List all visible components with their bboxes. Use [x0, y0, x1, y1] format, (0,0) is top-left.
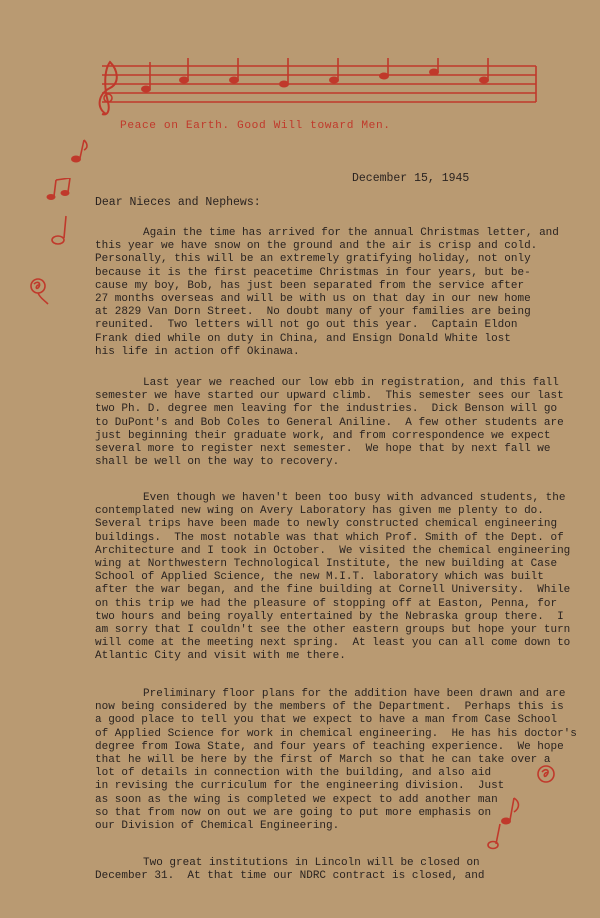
letter-line: Last year we reached our low ebb in registration, and this fall — [143, 377, 559, 389]
holiday-greeting: Peace on Earth. Good Will toward Men. — [120, 120, 391, 132]
letter-line: after the war began, and the fine building at Cornell University. While — [95, 584, 571, 597]
letter-line: Several trips have been made to newly constructed chemical engineering — [95, 518, 558, 531]
music-staff-decoration — [88, 58, 543, 120]
letter-line: wing at Northwestern Technological Institute, the new building at Case — [95, 558, 558, 571]
letter-line: this year we have snow on the ground and the air is crisp and cold. — [95, 240, 538, 253]
letter-line: 27 months overseas and will be with us on that day in our new home — [95, 293, 531, 306]
paragraph-1 — [95, 227, 565, 359]
letter-line: because it is the first peacetime Christmas in four years, but be- — [95, 266, 531, 279]
letter-line: December 31. At that time our NDRC contract is closed, and — [95, 870, 485, 883]
letter-line: School of Applied Science, the new M.I.T. laboratory which was built — [95, 571, 544, 584]
letter-line: just beginning their graduate work, and from correspondence we expect — [95, 429, 551, 442]
paragraph-4 — [95, 688, 577, 833]
letter-line: that he will be here by the first of March so that he can take over a — [95, 754, 551, 767]
letter-line: our Division of Chemical Engineering. — [95, 820, 340, 833]
half-note-doodle — [46, 214, 70, 248]
letter-line: semester we have started our upward climb. This semester sees our last — [95, 390, 564, 403]
beamed-notes-doodle — [44, 178, 74, 204]
letter-line: his life in action off Okinawa. — [95, 345, 300, 358]
letter-line: Even though we haven't been too busy with advanced students, the — [143, 492, 566, 504]
letter-line: reunited. Two letters will not go out this year. Captain Eldon — [95, 319, 518, 332]
salutation: Dear Nieces and Nephews: — [95, 196, 261, 209]
letter-line: a good place to tell you that we expect to have a man from Case School — [95, 714, 558, 727]
letter-line: Two great institutions in Lincoln will be closed on — [143, 857, 480, 869]
letter-line: as soon as the wing is completed we expect to add another man — [95, 793, 498, 806]
letter-line: degree from Iowa State, and four years of teaching experience. We hope — [95, 740, 564, 753]
letter-line: lot of details in connection with the building, and also aid — [95, 767, 492, 780]
rose-doodle — [28, 276, 52, 306]
letter-line: cause my boy, Bob, has just been separated from the service after — [95, 279, 525, 292]
letter-line: Frank died while on duty in China, and Ensign Donald White lost — [95, 332, 511, 345]
letter-line: Again the time has arrived for the annual Christmas letter, and — [143, 227, 559, 239]
letter-line: to DuPont's and Bob Coles to General Aniline. A few other students are — [95, 416, 564, 429]
letter-line: Preliminary floor plans for the addition have been drawn and are — [143, 688, 566, 700]
letter-line: Architecture and I took in October. We visited the chemical engineering — [95, 544, 571, 557]
letter-line: two Ph. D. degree men leaving for the industries. Dick Benson will go — [95, 403, 558, 416]
paragraph-3 — [95, 492, 571, 664]
letter-date: December 15, 1945 — [352, 172, 470, 185]
letter-line: Atlantic City and visit with me there. — [95, 650, 346, 663]
letter-line: several more to register next semester. We hope that by next fall we — [95, 443, 551, 456]
letter-line: Personally, this will be an extremely gratifying holiday, not only — [95, 253, 531, 266]
letter-line: two hours and being royally entertained by the Nebraska group there. I — [95, 610, 564, 623]
letter-line: of Applied Science for work in chemical engineering. He has his doctor's — [95, 727, 577, 740]
paragraph-5 — [95, 857, 565, 883]
letter-line: am sorry that I couldn't see the other eastern groups but hope your turn — [95, 624, 571, 637]
letter-line: on this trip we had the pleasure of stopping off at Easton, Penna, for — [95, 597, 558, 610]
letter-line: at 2829 Van Dorn Street. No doubt many of your families are being — [95, 306, 531, 319]
letter-line: in revising the curriculum for the engineering division. Just — [95, 780, 505, 793]
paragraph-2 — [95, 377, 565, 469]
letter-line: now being considered by the members of the Department. Perhaps this is — [95, 701, 564, 714]
letter-line: contemplated new wing on Avery Laboratory has given me plenty to do. — [95, 505, 544, 518]
letter-line: will come at the meeting next spring. At least you can all come down to — [95, 637, 571, 650]
letter-line: so that from now on out we are going to put more emphasis on — [95, 806, 492, 819]
eighth-note-doodle — [66, 136, 88, 166]
letter-line: shall be well on the way to recovery. — [95, 456, 340, 469]
letter-line: buildings. The most notable was that which Prof. Smith of the Dept. of — [95, 531, 564, 544]
